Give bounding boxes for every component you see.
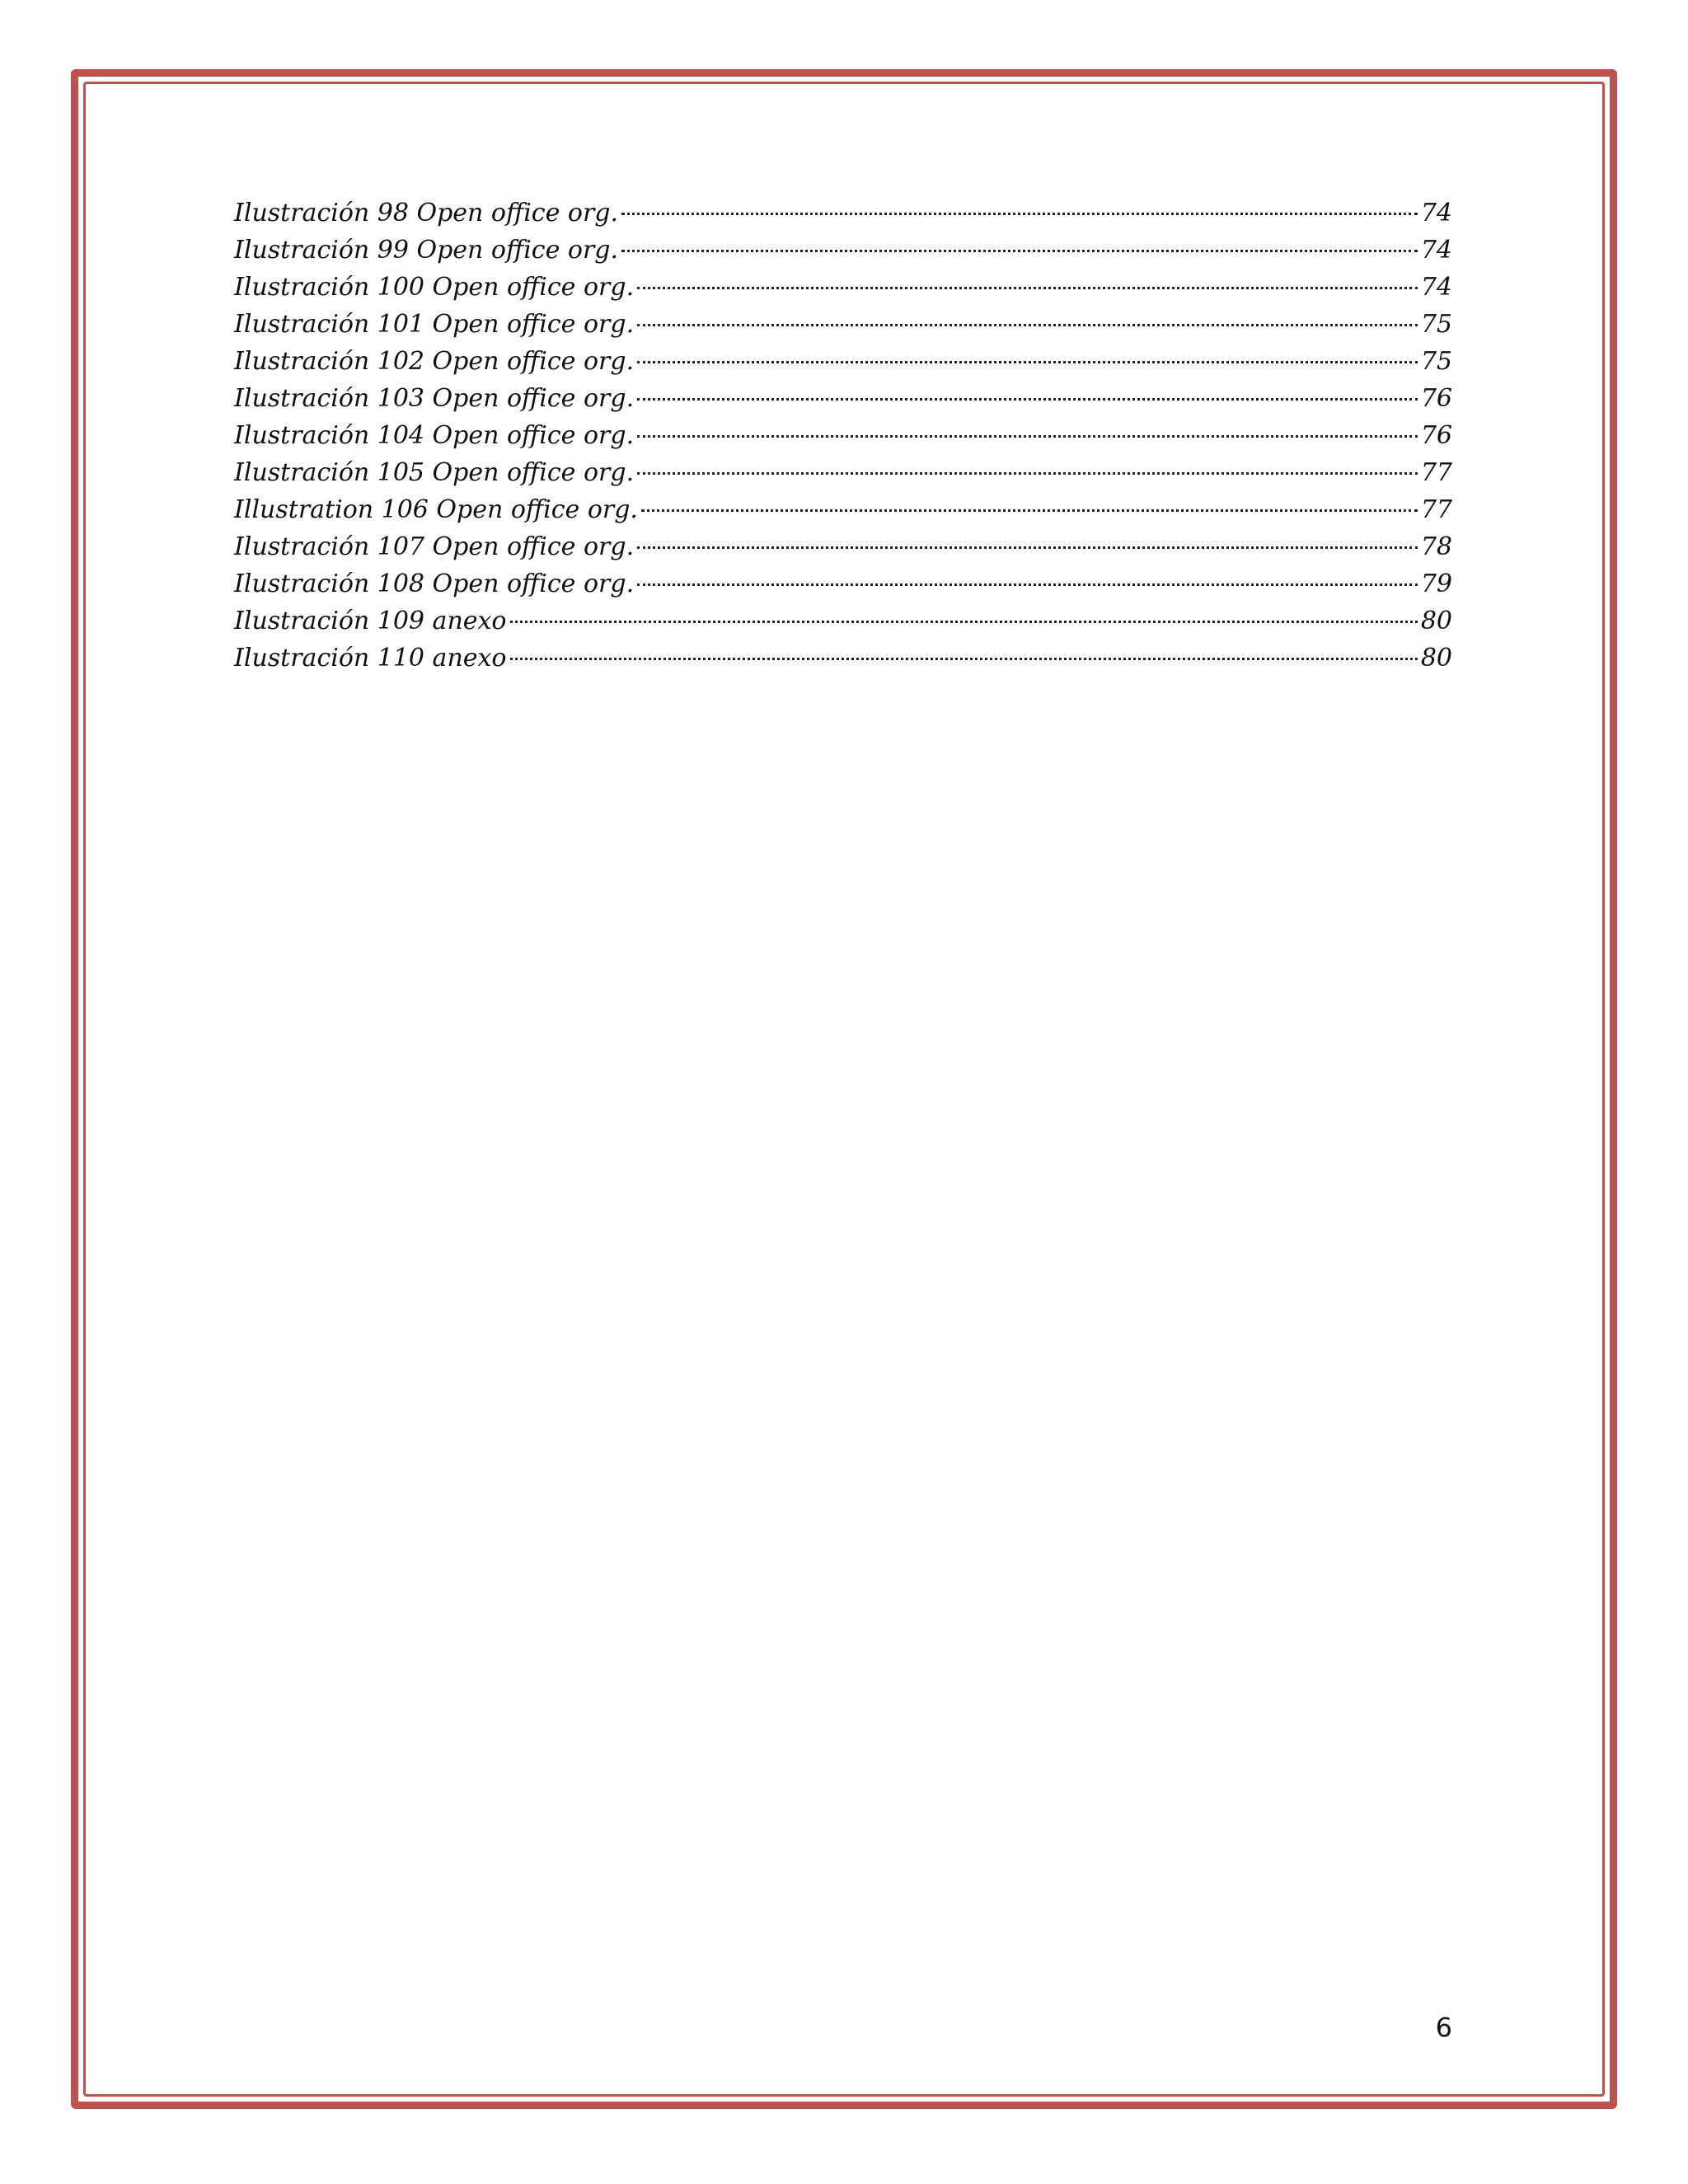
toc-entry-label: Illustration 106 Open office org. <box>234 495 638 524</box>
toc-entry-label: Ilustración 109 anexo <box>234 607 507 635</box>
toc-entry-label: Ilustración 105 Open office org. <box>234 458 635 487</box>
toc-dot-leader <box>621 213 1418 215</box>
toc-entry-page: 80 <box>1420 607 1452 635</box>
toc-entry[interactable] <box>234 602 1452 640</box>
toc-entry-page: 75 <box>1420 347 1452 376</box>
toc-dot-leader <box>641 509 1418 512</box>
toc-dot-leader <box>637 361 1418 363</box>
toc-entry[interactable] <box>234 306 1452 343</box>
toc-entry-label: Ilustración 110 anexo <box>234 644 507 673</box>
toc-entry[interactable] <box>234 232 1452 269</box>
toc-dot-leader <box>637 546 1418 549</box>
toc-entry-label: Ilustración 98 Open office org. <box>234 199 619 227</box>
toc-entry[interactable] <box>234 343 1452 380</box>
toc-entry[interactable] <box>234 194 1452 232</box>
toc-entry-label: Ilustración 101 Open office org. <box>234 310 635 339</box>
toc-dot-leader <box>637 583 1418 586</box>
toc-entry[interactable] <box>234 528 1452 565</box>
toc-entry[interactable] <box>234 491 1452 528</box>
toc-dot-leader <box>637 472 1418 475</box>
toc-entry[interactable] <box>234 269 1452 306</box>
toc-entry-page: 76 <box>1420 421 1452 450</box>
toc-entry-page: 75 <box>1420 310 1452 339</box>
toc-entry-label: Ilustración 108 Open office org. <box>234 569 635 598</box>
toc-entry-page: 77 <box>1420 458 1452 487</box>
toc-entry[interactable] <box>234 454 1452 491</box>
toc-entry-page: 76 <box>1420 384 1452 413</box>
toc-entry-label: Ilustración 99 Open office org. <box>234 236 619 265</box>
toc-dot-leader <box>637 398 1418 401</box>
toc-entry-page: 74 <box>1420 199 1452 227</box>
toc-entry[interactable] <box>234 380 1452 417</box>
table-of-illustrations <box>234 194 1452 677</box>
toc-dot-leader <box>510 658 1418 660</box>
toc-entry-label: Ilustración 107 Open office org. <box>234 532 635 561</box>
toc-entry-page: 79 <box>1420 569 1452 598</box>
toc-entry[interactable] <box>234 417 1452 454</box>
toc-entry-label: Ilustración 104 Open office org. <box>234 421 635 450</box>
toc-entry[interactable] <box>234 640 1452 677</box>
toc-entry-label: Ilustración 100 Open office org. <box>234 273 635 302</box>
toc-entry-page: 78 <box>1420 532 1452 561</box>
page-number: 6 <box>1435 2012 1452 2043</box>
toc-entry-page: 74 <box>1420 273 1452 302</box>
toc-dot-leader <box>637 435 1418 438</box>
toc-entry-page: 77 <box>1420 495 1452 524</box>
toc-entry-label: Ilustración 103 Open office org. <box>234 384 635 413</box>
toc-dot-leader <box>637 324 1418 326</box>
toc-entry-page: 74 <box>1420 236 1452 265</box>
toc-dot-leader <box>621 250 1418 252</box>
toc-entry-page: 80 <box>1420 644 1452 673</box>
toc-dot-leader <box>510 621 1418 623</box>
toc-entry[interactable] <box>234 565 1452 602</box>
toc-dot-leader <box>637 287 1418 289</box>
toc-entry-label: Ilustración 102 Open office org. <box>234 347 635 376</box>
